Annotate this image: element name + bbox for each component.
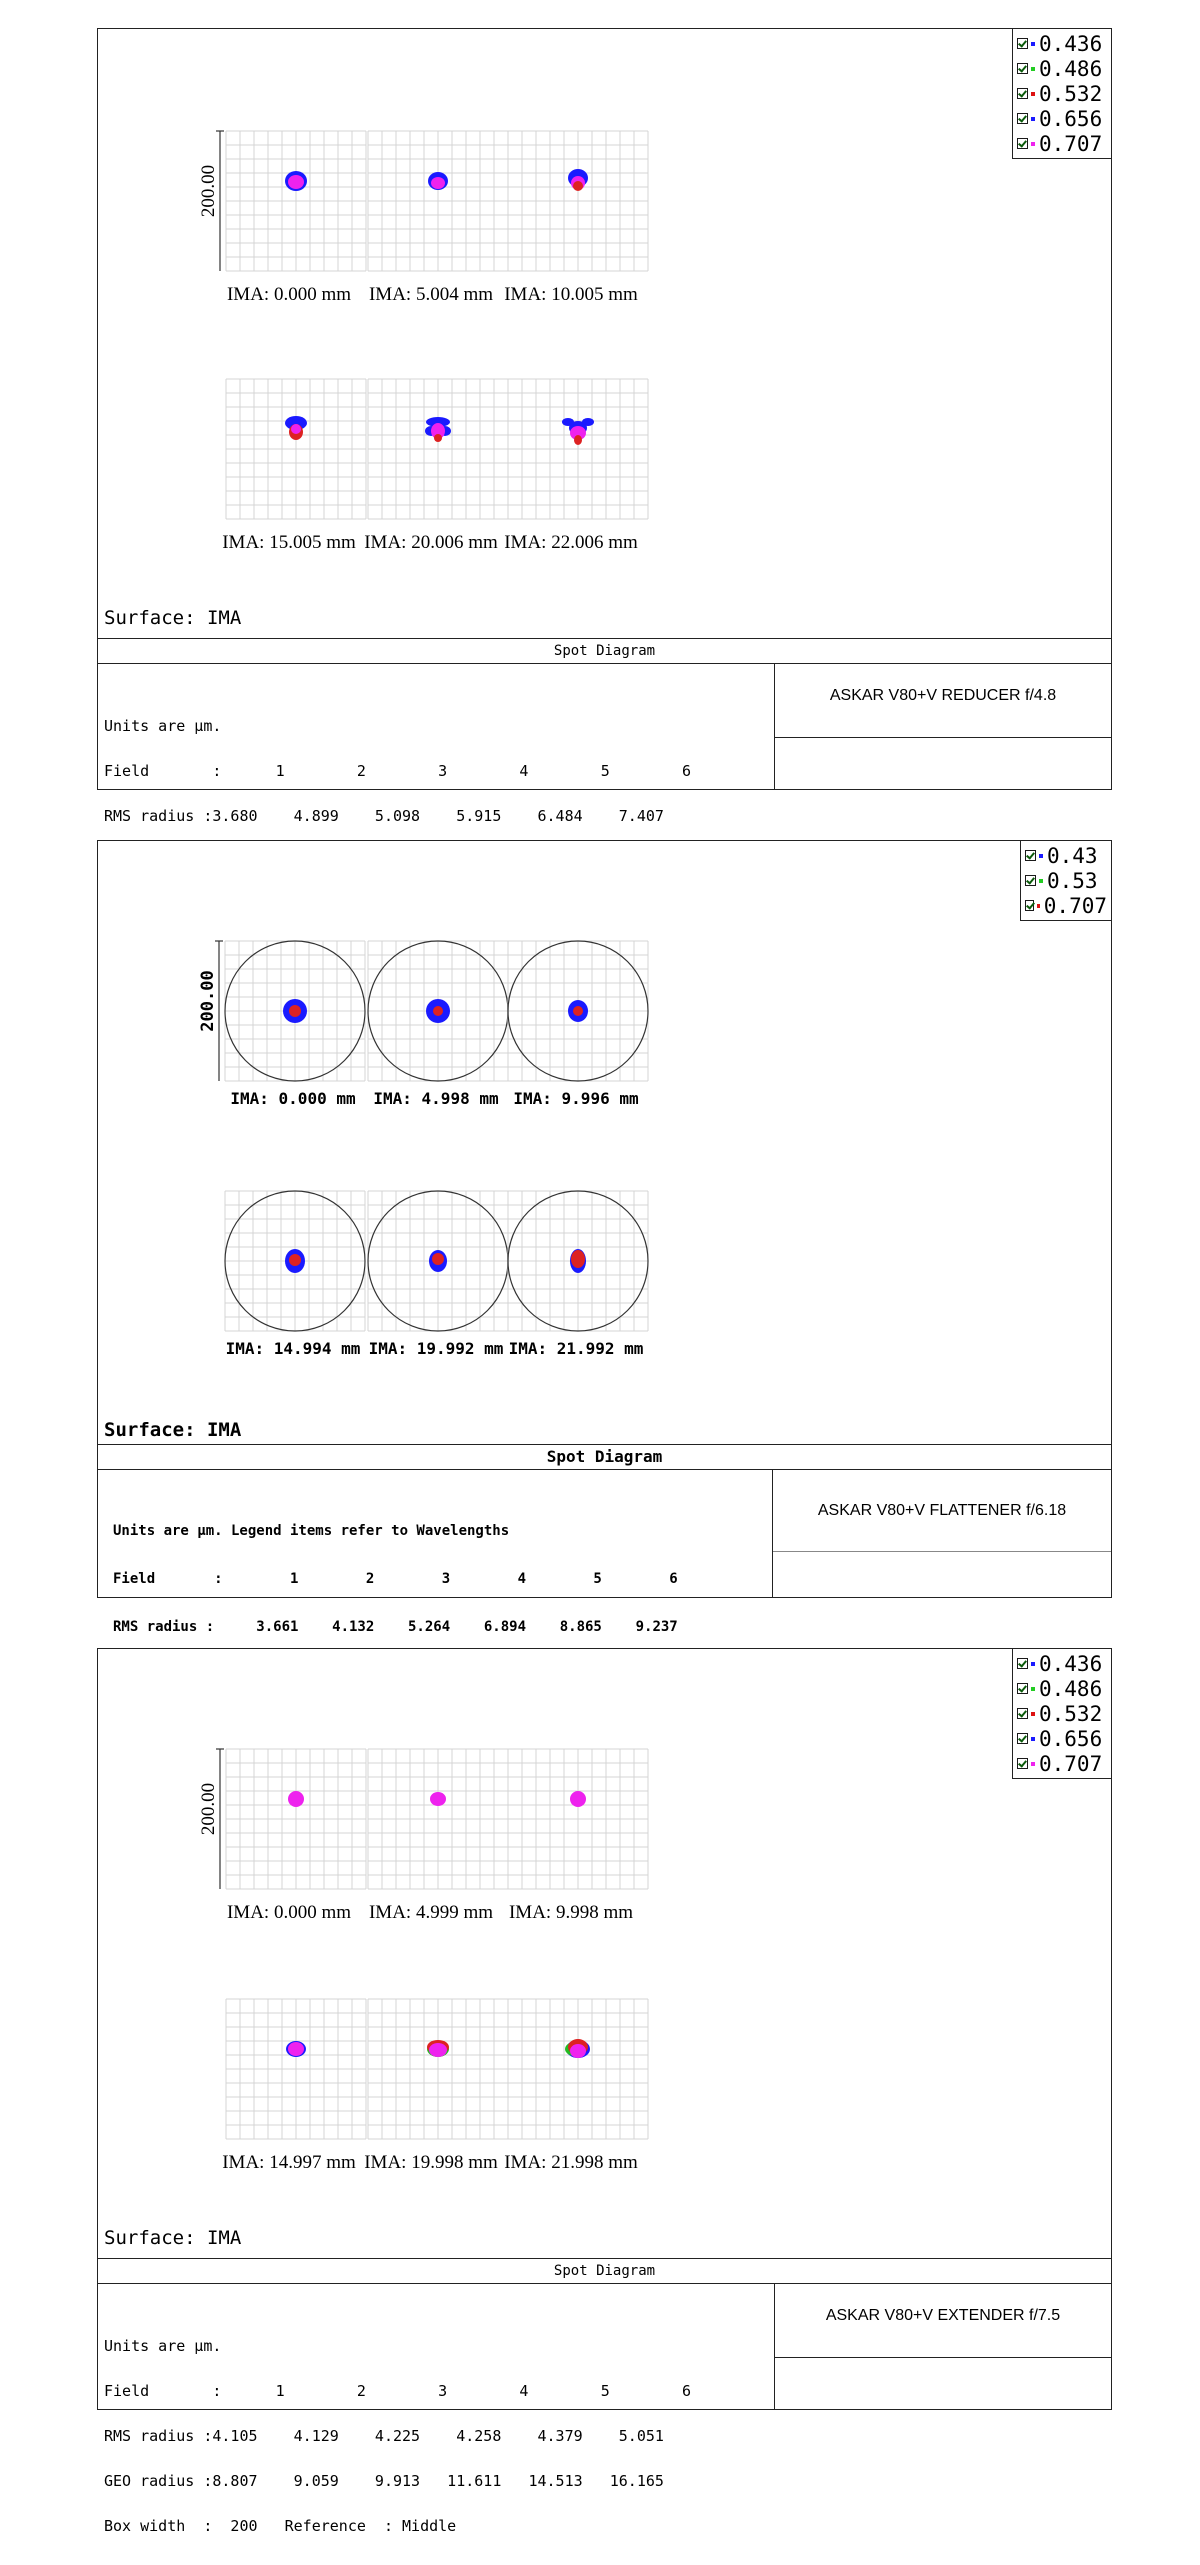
legend-item[interactable] bbox=[1017, 81, 1107, 106]
marker-icon bbox=[1031, 142, 1035, 146]
spot-mark bbox=[288, 2042, 304, 2056]
spot-box bbox=[508, 1999, 648, 2139]
spot-mark bbox=[430, 1792, 446, 1806]
field-label: IMA: 21.992 mm bbox=[508, 1339, 644, 1358]
legend-item[interactable] bbox=[1017, 1726, 1107, 1751]
spot-box bbox=[508, 1749, 648, 1889]
checkbox-icon[interactable] bbox=[1017, 1658, 1028, 1669]
stats-line: Field : 1 2 3 4 5 6 bbox=[113, 1571, 678, 1587]
marker-icon bbox=[1031, 67, 1035, 71]
spot-box bbox=[368, 131, 508, 271]
marker-icon bbox=[1031, 42, 1035, 46]
legend-item[interactable] bbox=[1017, 31, 1107, 56]
stats-line: RMS radius : 3.661 4.132 5.264 6.894 8.865 9.237 bbox=[113, 1619, 678, 1635]
field-label: IMA: 19.992 mm bbox=[368, 1339, 504, 1358]
spot-mark bbox=[574, 435, 582, 445]
info-box bbox=[774, 663, 1111, 789]
spot-box bbox=[508, 379, 648, 519]
marker-icon bbox=[1031, 1662, 1035, 1666]
spot-mark bbox=[432, 1253, 444, 1265]
field-label: IMA: 10.005 mm bbox=[504, 284, 638, 305]
wavelength-legend bbox=[1012, 1649, 1111, 1779]
spot-box bbox=[226, 1749, 366, 1889]
stats-line: RMS radius :4.105 4.129 4.225 4.258 4.379 5.051 bbox=[104, 2427, 664, 2445]
spot-box bbox=[508, 131, 648, 271]
spot-mark bbox=[571, 1250, 585, 1268]
spot-mark bbox=[291, 424, 301, 434]
spot-box bbox=[368, 1749, 508, 1889]
diagram-title: Spot Diagram bbox=[98, 2258, 1111, 2284]
checkbox-icon[interactable] bbox=[1017, 138, 1028, 149]
legend-label: 0.436 bbox=[1039, 1651, 1103, 1676]
divider bbox=[775, 737, 1111, 738]
stats-text bbox=[104, 2309, 691, 2564]
legend-label: 0.707 bbox=[1039, 131, 1103, 156]
info-box bbox=[772, 1469, 1111, 1597]
legend-label: 0.436 bbox=[1039, 31, 1103, 56]
field-label: IMA: 4.998 mm bbox=[373, 1089, 499, 1108]
spot-box bbox=[226, 131, 366, 271]
checkbox-icon[interactable] bbox=[1017, 1733, 1028, 1744]
system-name: ASKAR V80+V REDUCER f/4.8 bbox=[829, 687, 1057, 704]
scale-label: 200.00 bbox=[198, 970, 218, 1032]
spot-mark bbox=[288, 175, 304, 189]
spot-box bbox=[368, 1191, 508, 1331]
stats-line: Units are µm. bbox=[104, 717, 222, 735]
field-label: IMA: 9.998 mm bbox=[508, 1902, 634, 1923]
stats-line: Box width : 200 Reference : Middle bbox=[104, 2517, 457, 2535]
field-label: IMA: 0.000 mm bbox=[226, 1902, 352, 1923]
spot-mark bbox=[570, 2044, 586, 2058]
spot-box bbox=[226, 1999, 366, 2139]
spot-box bbox=[368, 941, 508, 1081]
checkbox-icon[interactable] bbox=[1025, 875, 1036, 886]
legend-item[interactable] bbox=[1025, 843, 1107, 868]
spot-box bbox=[225, 941, 365, 1081]
field-label: IMA: 0.000 mm bbox=[226, 284, 352, 305]
legend-label: 0.53 bbox=[1047, 868, 1098, 893]
legend-item[interactable] bbox=[1017, 1701, 1107, 1726]
field-label: IMA: 22.006 mm bbox=[504, 532, 638, 553]
checkbox-icon[interactable] bbox=[1017, 88, 1028, 99]
field-label: IMA: 19.998 mm bbox=[364, 2152, 498, 2173]
stats-line: Units are µm. Legend items refer to Wavelengths bbox=[113, 1523, 510, 1539]
checkbox-icon[interactable] bbox=[1017, 1708, 1028, 1719]
marker-icon bbox=[1031, 117, 1035, 121]
legend-label: 0.43 bbox=[1047, 843, 1098, 868]
spot-diagram-panel-extender bbox=[97, 1648, 1112, 2535]
surface-label: Surface: IMA bbox=[104, 2227, 242, 2249]
stats-line: Field : 1 2 3 4 5 6 bbox=[104, 2382, 691, 2400]
spot-grid-area bbox=[98, 841, 1113, 1441]
stats-line: Units are µm. bbox=[104, 2337, 222, 2355]
legend-item[interactable] bbox=[1017, 131, 1107, 156]
wavelength-legend bbox=[1020, 841, 1111, 921]
scale-label: 200.00 bbox=[198, 1782, 219, 1836]
spot-diagram-panel-reducer bbox=[97, 28, 1112, 825]
checkbox-icon[interactable] bbox=[1017, 63, 1028, 74]
marker-icon bbox=[1031, 1762, 1035, 1766]
checkbox-icon[interactable] bbox=[1025, 850, 1036, 861]
spot-diagram-panel-flattener bbox=[97, 840, 1112, 1635]
checkbox-icon[interactable] bbox=[1017, 1683, 1028, 1694]
marker-icon bbox=[1031, 92, 1035, 96]
stats-line: GEO radius :8.807 9.059 9.913 11.611 14.513 16.165 bbox=[104, 2472, 664, 2490]
legend-label: 0.656 bbox=[1039, 106, 1103, 131]
legend-label: 0.532 bbox=[1039, 1701, 1103, 1726]
field-label: IMA: 15.005 mm bbox=[222, 532, 356, 553]
spot-mark bbox=[288, 1791, 304, 1807]
field-label: IMA: 14.994 mm bbox=[225, 1339, 361, 1358]
marker-icon bbox=[1031, 1737, 1035, 1741]
spot-mark bbox=[289, 1254, 301, 1266]
field-label: IMA: 14.997 mm bbox=[222, 2152, 356, 2173]
spot-mark bbox=[573, 1006, 583, 1016]
legend-item[interactable] bbox=[1017, 1751, 1107, 1776]
spot-mark bbox=[434, 434, 442, 442]
scale-label: 200.00 bbox=[198, 164, 219, 218]
marker-icon bbox=[1039, 854, 1043, 858]
field-label: IMA: 0.000 mm bbox=[230, 1089, 356, 1108]
legend-label: 0.532 bbox=[1039, 81, 1103, 106]
divider bbox=[773, 1551, 1111, 1552]
checkbox-icon[interactable] bbox=[1017, 1758, 1028, 1769]
spot-mark bbox=[429, 2043, 447, 2057]
spot-box bbox=[368, 1999, 508, 2139]
legend-item[interactable] bbox=[1017, 56, 1107, 81]
surface-label: Surface: IMA bbox=[104, 1419, 242, 1441]
marker-icon bbox=[1037, 904, 1040, 908]
marker-icon bbox=[1039, 879, 1043, 883]
field-label: IMA: 5.004 mm bbox=[368, 284, 494, 305]
legend-item[interactable] bbox=[1017, 1676, 1107, 1701]
spot-mark bbox=[431, 177, 445, 189]
stats-line: RMS radius :3.680 4.899 5.098 5.915 6.484 7.407 bbox=[104, 807, 664, 825]
spot-mark bbox=[433, 1006, 443, 1016]
legend-label: 0.656 bbox=[1039, 1726, 1103, 1751]
divider bbox=[775, 2357, 1111, 2358]
marker-icon bbox=[1031, 1712, 1035, 1716]
checkbox-icon[interactable] bbox=[1017, 113, 1028, 124]
spot-box bbox=[508, 941, 648, 1081]
spot-box bbox=[225, 1191, 365, 1331]
legend-label: 0.486 bbox=[1039, 1676, 1103, 1701]
spot-grid-area bbox=[98, 1649, 1113, 2289]
spot-box bbox=[226, 379, 366, 519]
field-label: IMA: 20.006 mm bbox=[364, 532, 498, 553]
legend-item[interactable] bbox=[1017, 106, 1107, 131]
legend-label: 0.707 bbox=[1043, 893, 1107, 918]
legend-item[interactable] bbox=[1017, 1651, 1107, 1676]
diagram-title: Spot Diagram bbox=[98, 638, 1111, 664]
legend-label: 0.486 bbox=[1039, 56, 1103, 81]
field-label: IMA: 4.999 mm bbox=[368, 1902, 494, 1923]
legend-item[interactable] bbox=[1025, 868, 1107, 893]
spot-grid-area bbox=[98, 29, 1113, 669]
field-label: IMA: 21.998 mm bbox=[504, 2152, 638, 2173]
spot-mark bbox=[573, 181, 583, 191]
wavelength-legend bbox=[1012, 29, 1111, 159]
checkbox-icon[interactable] bbox=[1017, 38, 1028, 49]
checkbox-icon[interactable] bbox=[1025, 900, 1034, 911]
system-name: ASKAR V80+V FLATTENER f/6.18 bbox=[817, 1502, 1067, 1519]
spot-box bbox=[508, 1191, 648, 1331]
stats-line: Field : 1 2 3 4 5 6 bbox=[104, 762, 691, 780]
legend-label: 0.707 bbox=[1039, 1751, 1103, 1776]
spot-mark bbox=[289, 1005, 301, 1017]
diagram-title: Spot Diagram bbox=[98, 1444, 1111, 1470]
spot-box bbox=[368, 379, 508, 519]
info-box bbox=[774, 2283, 1111, 2409]
system-name: ASKAR V80+V EXTENDER f/7.5 bbox=[825, 2307, 1061, 2324]
marker-icon bbox=[1031, 1687, 1035, 1691]
surface-label: Surface: IMA bbox=[104, 607, 242, 629]
legend-item[interactable] bbox=[1025, 893, 1107, 918]
spot-mark bbox=[570, 1791, 586, 1807]
field-label: IMA: 9.996 mm bbox=[513, 1089, 639, 1108]
